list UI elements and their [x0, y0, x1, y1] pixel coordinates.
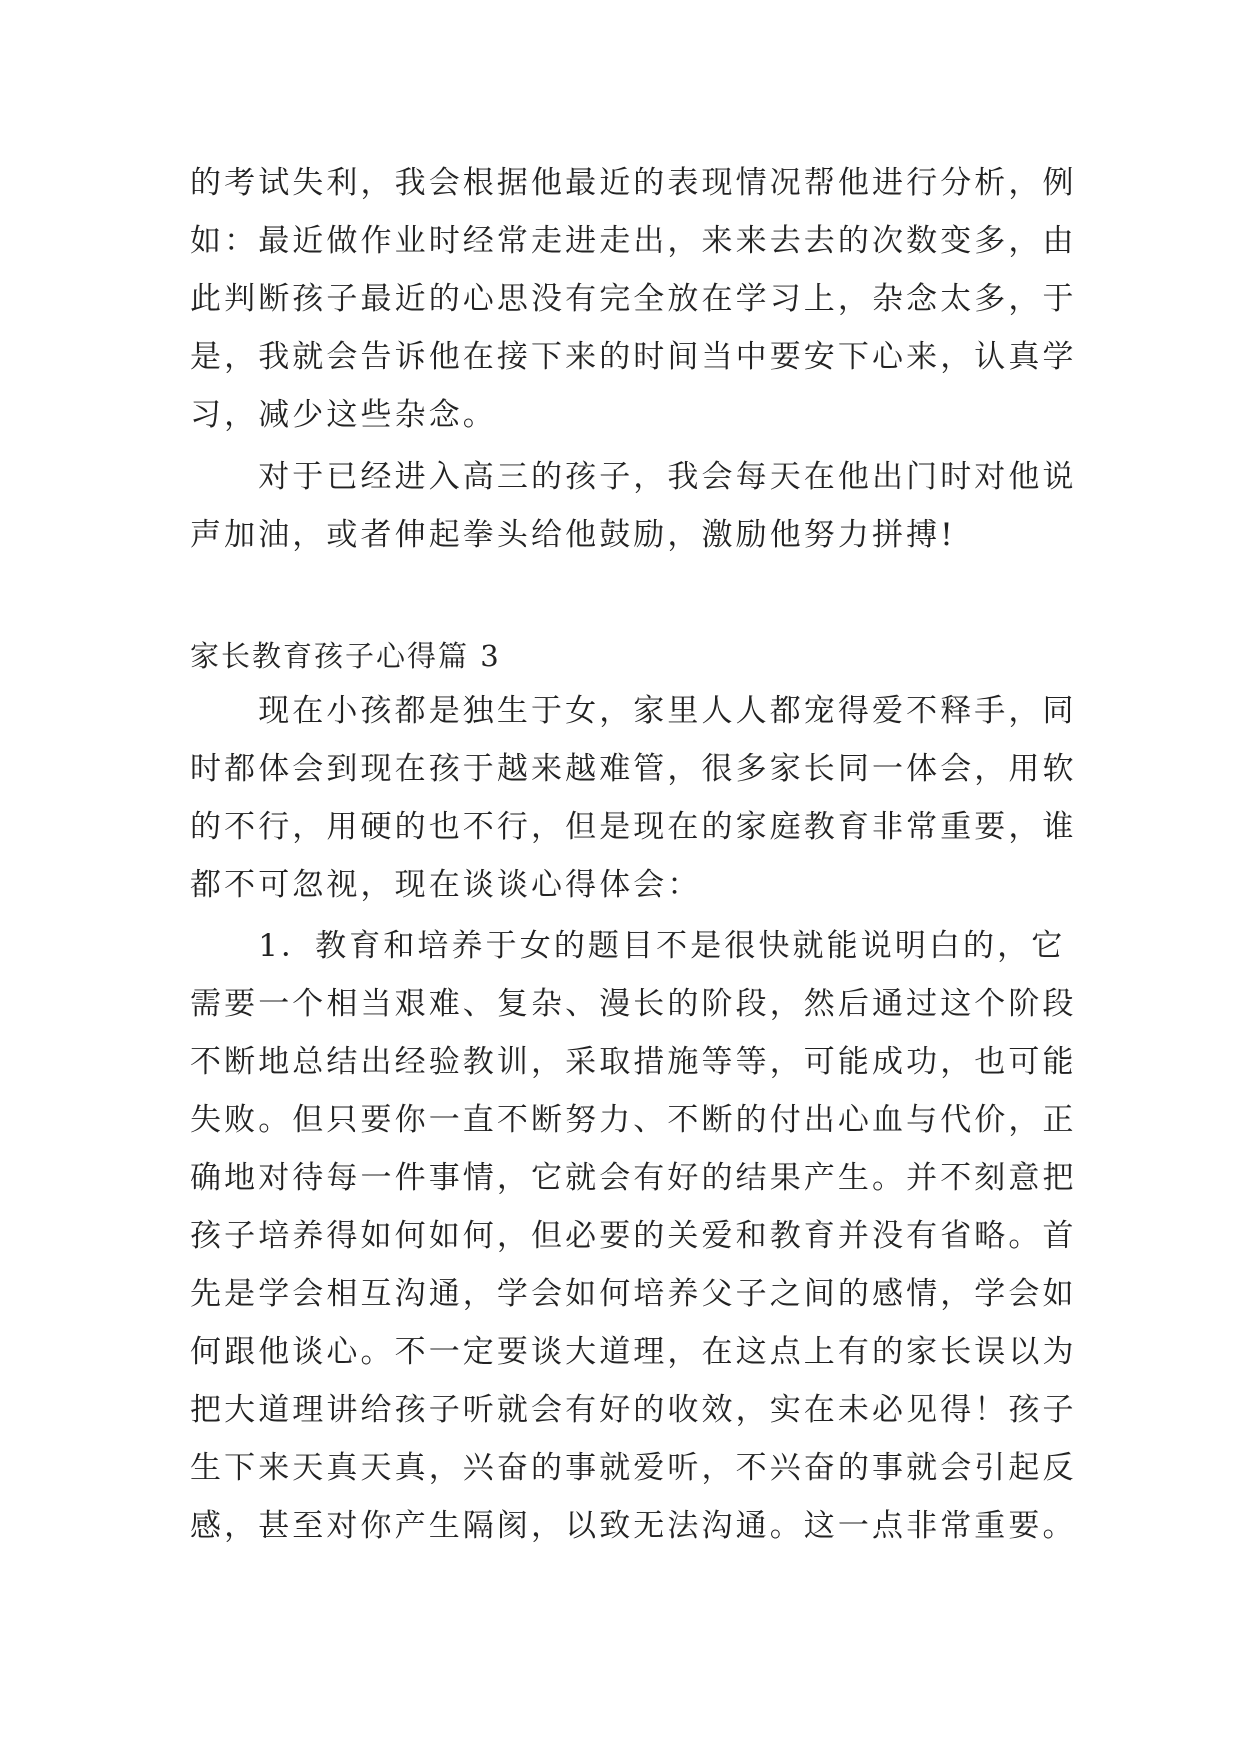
text-line: 现在小孩都是独生于女，家里人人都宠得爱不释手，同 [190, 693, 1077, 729]
text-line: 对于已经进入高三的孩子，我会每天在他出门时对他说 [190, 459, 1077, 495]
text-line: 失败。但只要你一直不断努力、不断的付出心血与代价，正 [190, 1102, 1077, 1138]
text-line: 都不可忽视，现在谈谈心得体会： [190, 867, 702, 903]
text-line: 何跟他谈心。不一定要谈大道理，在这点上有的家长误以为 [190, 1334, 1077, 1370]
text-line: 感，甚至对你产生隔阂，以致无法沟通。这一点非常重要。 [190, 1508, 1077, 1544]
section-heading: 家长教育孩子心得篇 3 [190, 639, 501, 673]
paragraph-introduction [190, 682, 1077, 914]
text-line: 的不行，用硬的也不行，但是现在的家庭教育非常重要，谁 [190, 809, 1077, 845]
text-line: 习，减少这些杂念。 [190, 397, 497, 433]
paragraph-senior-year-encouragement [190, 448, 1077, 564]
text-line: 的考试失利，我会根据他最近的表现情况帮他进行分析，例 [190, 165, 1077, 201]
text-line: 先是学会相互沟通，学会如何培养父子之间的感情，学会如 [190, 1276, 1077, 1312]
text-line: 孩子培养得如何如何，但必要的关爱和教育并没有省略。首 [190, 1218, 1077, 1254]
text-line: 确地对待每一件事情，它就会有好的结果产生。并不刻意把 [190, 1160, 1077, 1196]
text-line: 是，我就会告诉他在接下来的时间当中要安下心来，认真学 [190, 339, 1077, 375]
text-line: 不断地总结出经验教训，采取措施等等，可能成功，也可能 [190, 1044, 1077, 1080]
paragraph-point-1 [190, 917, 1077, 1555]
text-line: 1．教育和培养于女的题目不是很快就能说明白的，它 [190, 928, 1066, 964]
text-line: 生下来天真天真，兴奋的事就爱听，不兴奋的事就会引起反 [190, 1450, 1077, 1486]
text-line: 需要一个相当艰难、复杂、漫长的阶段，然后通过这个阶段 [190, 986, 1077, 1022]
text-line: 把大道理讲给孩子听就会有好的收效，实在未必见得！孩子 [190, 1392, 1077, 1428]
text-line: 此判断孩子最近的心思没有完全放在学习上，杂念太多，于 [190, 281, 1077, 317]
text-line: 时都体会到现在孩于越来越难管，很多家长同一体会，用软 [190, 751, 1077, 787]
text-line: 声加油，或者伸起拳头给他鼓励，激励他努力拼搏! [190, 517, 956, 553]
paragraph-exam-failure-analysis [190, 154, 1077, 444]
text-line: 如：最近做作业时经常走进走出，来来去去的次数变多，由 [190, 223, 1077, 259]
